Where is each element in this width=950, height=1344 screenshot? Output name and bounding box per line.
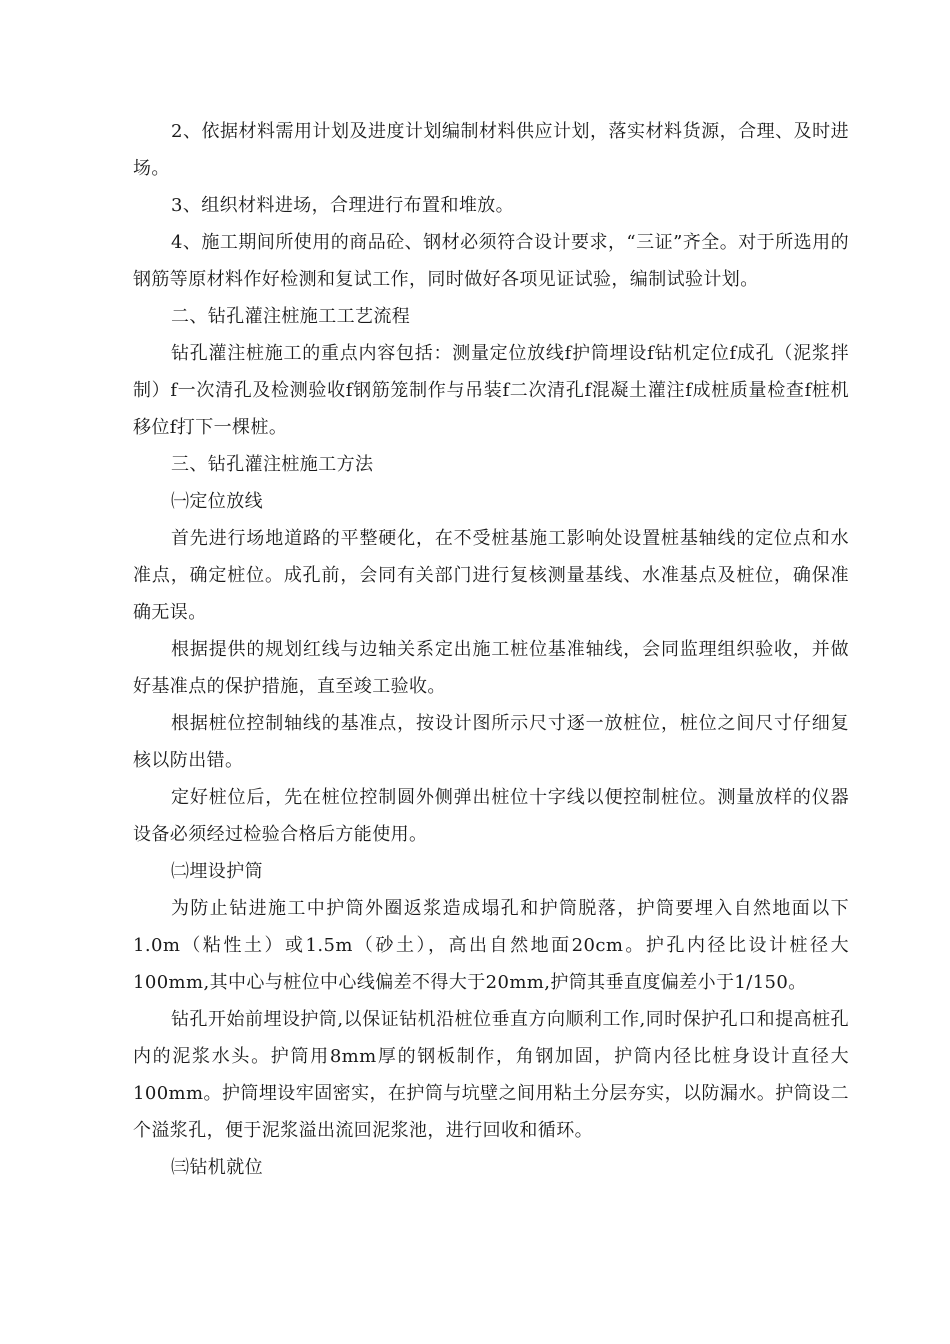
paragraph-material-inspection: 4、施工期间所使用的商品砼、钢材必须符合设计要求，“三证”齐全。对于所选用的钢筋等原材料作好检测和复试工作，同时做好各项见证试验，编制试验计划。 xyxy=(133,232,849,290)
paragraph-material-supply-plan: 2、依据材料需用计划及进度计划编制材料供应计划，落实材料货源，合理、及时进场。 xyxy=(133,121,849,179)
paragraph-site-leveling: 首先进行场地道路的平整硬化，在不受桩基施工影响处设置桩基轴线的定位点和水准点，确定桩位。成孔前，会同有关部门进行复核测量基线、水准基点及桩位，确保准确无误。 xyxy=(133,528,849,623)
subheading-drill-positioning: ㈢钻机就位 xyxy=(171,1157,263,1178)
paragraph-casing-depth: 为防止钻进施工中护筒外圈返浆造成塌孔和护筒脱落，护筒要埋入自然地面以下1.0m（粘性土）或1.5m（砂土），高出自然地面20cm。护孔内径比设计桩径大100mm,其中心与桩位中心线偏差不得大于20mm,护筒其垂直度偏差小于1/150。 xyxy=(133,898,849,993)
paragraph-material-arrival: 3、组织材料进场，合理进行布置和堆放。 xyxy=(171,195,515,216)
paragraph-casing-install: 钻孔开始前埋设护筒,以保证钻机沿桩位垂直方向顺利工作,同时保护孔口和提高桩孔内的泥浆水头。护筒用8mm厚的钢板制作，角钢加固，护筒内径比桩身设计直径大100mm。护筒埋设牢固密实，在护筒与坑壁之间用粘土分层夯实，以防漏水。护筒设二个溢浆孔，便于泥浆溢出流回泥浆池，进行回收和循环。 xyxy=(133,1009,849,1141)
paragraph-baseline-axis: 根据提供的规划红线与边轴关系定出施工桩位基准轴线，会同监理组织验收，并做好基准点的保护措施，直至竣工验收。 xyxy=(133,639,849,697)
paragraph-pile-layout: 根据桩位控制轴线的基准点，按设计图所示尺寸逐一放桩位，桩位之间尺寸仔细复核以防出错。 xyxy=(133,713,849,771)
subheading-casing: ㈡埋设护筒 xyxy=(171,861,263,882)
subheading-positioning: ㈠定位放线 xyxy=(171,491,263,512)
document-page xyxy=(133,113,849,1186)
section-heading-construction-method: 三、钻孔灌注桩施工方法 xyxy=(171,454,374,475)
paragraph-cross-lines: 定好桩位后，先在桩位控制圆外侧弹出桩位十字线以便控制桩位。测量放样的仪器设备必须经过检验合格后方能使用。 xyxy=(133,787,849,845)
paragraph-process-content: 钻孔灌注桩施工的重点内容包括：测量定位放线f护筒埋设f钻机定位f成孔（泥浆拌制）f一次清孔及检测验收f钢筋笼制作与吊装f二次清孔f混凝土灌注f成桩质量检查f桩机移位f打下一棵桩。 xyxy=(133,343,849,438)
section-heading-process-flow: 二、钻孔灌注桩施工工艺流程 xyxy=(171,306,411,327)
